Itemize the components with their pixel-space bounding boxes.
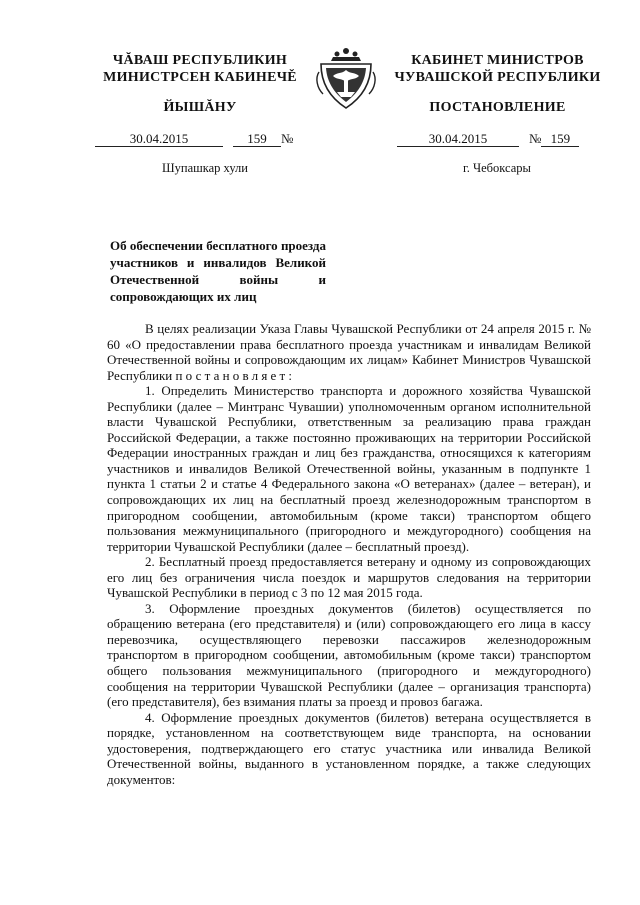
right-city: г. Чебоксары <box>463 161 531 175</box>
left-city: Шупашкар хули <box>162 161 248 175</box>
left-number-sign: № <box>281 131 294 146</box>
intro-text: В целях реализации Указа Главы Чувашской Республики от 24 апреля 2015 г. № 60 «О предоставлении права бесплатного проезда участникам и инвалидам Великой Отечественной войны и сопровождающим их лицам» Кабинет Министров Чувашской Республики <box>107 321 591 383</box>
left-number: 159 <box>233 132 281 147</box>
left-date: 30.04.2015 <box>95 132 223 147</box>
paragraph-3: 3. Оформление проездных документов (билетов) осуществляется по обращению ветерана (его представителя) и (или) сопровождающего его лица в кассу перевозчика, осуществляющего перевозки пассажиров железнодорожным транспортом в пригородном сообщении, автомобильным (кроме такси) транспортом общего пользования межмуниципального (пригородного и междугородного) сообщения на территории Чувашской Республики (далее – организация транспорта) (его представителя), без взимания платы за проезд и провоз багажа. <box>107 600 591 710</box>
right-date: 30.04.2015 <box>397 132 519 147</box>
left-org-line1: ЧĂВАШ РЕСПУБЛИКИН <box>112 53 288 68</box>
right-date-number <box>397 131 607 147</box>
paragraph-1: 1. Определить Министерство транспорта и дорожного хозяйства Чувашской Республики (далее – Минтранс Чувашии) уполномоченным органом исполнительной власти Чувашской Республики, ответственным за реализацию права граждан Российской Федерации, а также постоянно проживающих на территории Российской Федерации иностранных граждан и лиц без гражданства, относящихся к категориям участников и инвалидов Великой Отечественной войны, указанным в подпункте 1 пункта 1 статьи 2 и статье 4 Федерального закона «О ветеранах» (далее – ветеран), и сопровождающих их лиц на бесплатный проезд железнодорожным транспортом в пригородном сообщении, автомобильным (кроме такси) транспортом общего пользования межмуниципального (пригородного и междугородного) сообщения на территории Чувашской Республики (далее – бесплатный проезд). <box>107 383 591 554</box>
document-title: Об обеспечении бесплатного проезда участников и инвалидов Великой Отечественной войны и сопровождающих их лиц <box>110 238 326 304</box>
right-number: 159 <box>541 132 579 147</box>
coat-of-arms-icon <box>315 42 377 114</box>
right-number-sign: № <box>529 131 542 146</box>
left-org-line2: МИНИСТРСЕН КАБИНЕЧĚ <box>103 70 297 85</box>
right-doc-type: ПОСТАНОВЛЕНИЕ <box>429 100 566 115</box>
left-doc-type: ЙЫШĂНУ <box>163 100 237 115</box>
left-org-name <box>95 52 305 86</box>
intro-paragraph <box>107 321 591 383</box>
paragraph-2: 2. Бесплатный проезд предоставляется ветерану и одному из сопровождающих его лиц без ограничения числа поездок и маршрутов следования на территории Чувашской Республики в период с 3 по 12 мая 2015 года. <box>107 554 591 601</box>
intro-decree-word: постановляет: <box>175 367 296 383</box>
right-org-name <box>385 52 610 86</box>
document-body <box>107 321 591 787</box>
paragraph-4: 4. Оформление проездных документов (билетов) ветерана осуществляется в порядке, установленном на соответствующем виде транспорта, на основании удостоверения, подтверждающего его статус участника или инвалида Великой Отечественной войны, выданного в установленном порядке, а также следующих документов: <box>107 709 591 787</box>
right-org-line2: ЧУВАШСКОЙ РЕСПУБЛИКИ <box>394 70 601 85</box>
right-org-line1: КАБИНЕТ МИНИСТРОВ <box>411 53 584 68</box>
coat-of-arms-emblem <box>315 42 377 114</box>
left-date-number <box>95 131 320 147</box>
